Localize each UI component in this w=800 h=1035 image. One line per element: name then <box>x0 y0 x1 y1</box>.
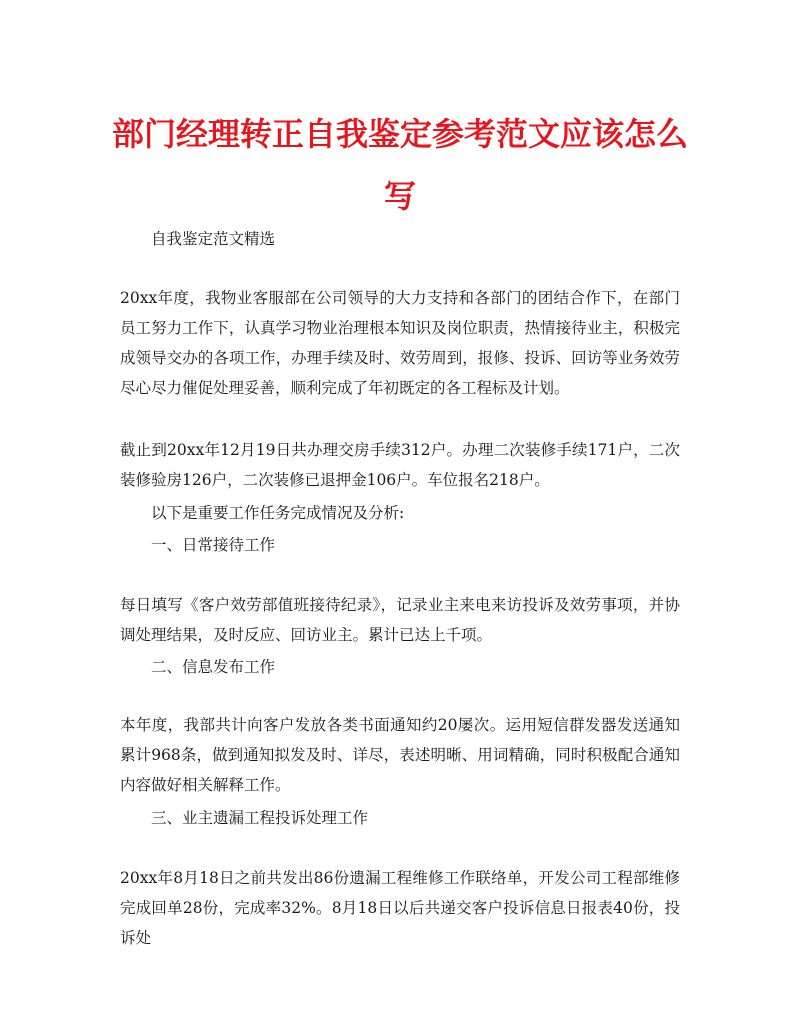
section-heading-3: 三、业主遗漏工程投诉处理工作 <box>151 809 369 827</box>
document-title-line-1: 部门经理转正自我鉴定参考范文应该怎么 <box>111 115 688 153</box>
document-title-line-2: 写 <box>383 177 416 215</box>
paragraph-statistics: 截止到20xx年12月19日共办理交房手续312户。办理二次装修手续171户，二次装修验房126户，二次装修已退押金106户。车位报名218户。 <box>120 441 680 489</box>
section-heading-1: 一、日常接待工作 <box>151 536 276 554</box>
document-subtitle: 自我鉴定范文精选 <box>151 230 276 248</box>
paragraph-complaints: 20xx年8月18日之前共发出86份遗漏工程维修工作联络单，开发公司工程部维修完成回单28份，完成率32%。8月18日以后共递交客户投诉信息日报表40份，投诉处 <box>120 869 681 947</box>
paragraph-overview-heading: 以下是重要工作任务完成情况及分析: <box>151 504 405 522</box>
paragraph-intro: 20xx年度，我物业客服部在公司领导的大力支持和各部门的团结合作下，在部门员工努力工作下，认真学习物业治理根本知识及岗位职责，热情接待业主，积极完成领导交办的各项工作，办理手续及时、效劳周到，报修、投诉、回访等业务效劳尽心尽力催促处理妥善，顺利完成了年初既定的各工程标及计划。 <box>120 289 680 397</box>
section-heading-2: 二、信息发布工作 <box>151 658 276 676</box>
paragraph-notices: 本年度，我部共计向客户发放各类书面通知约20屡次。运用短信群发器发送通知累计968条，做到通知拟发及时、详尽，表述明晰、用词精确，同时积极配合通知内容做好相关解释工作。 <box>120 716 680 794</box>
paragraph-reception: 每日填写《客户效劳部值班接待纪录》，记录业主来电来访投诉及效劳事项，并协调处理结果，及时反应、回访业主。累计已达上千项。 <box>120 596 680 644</box>
